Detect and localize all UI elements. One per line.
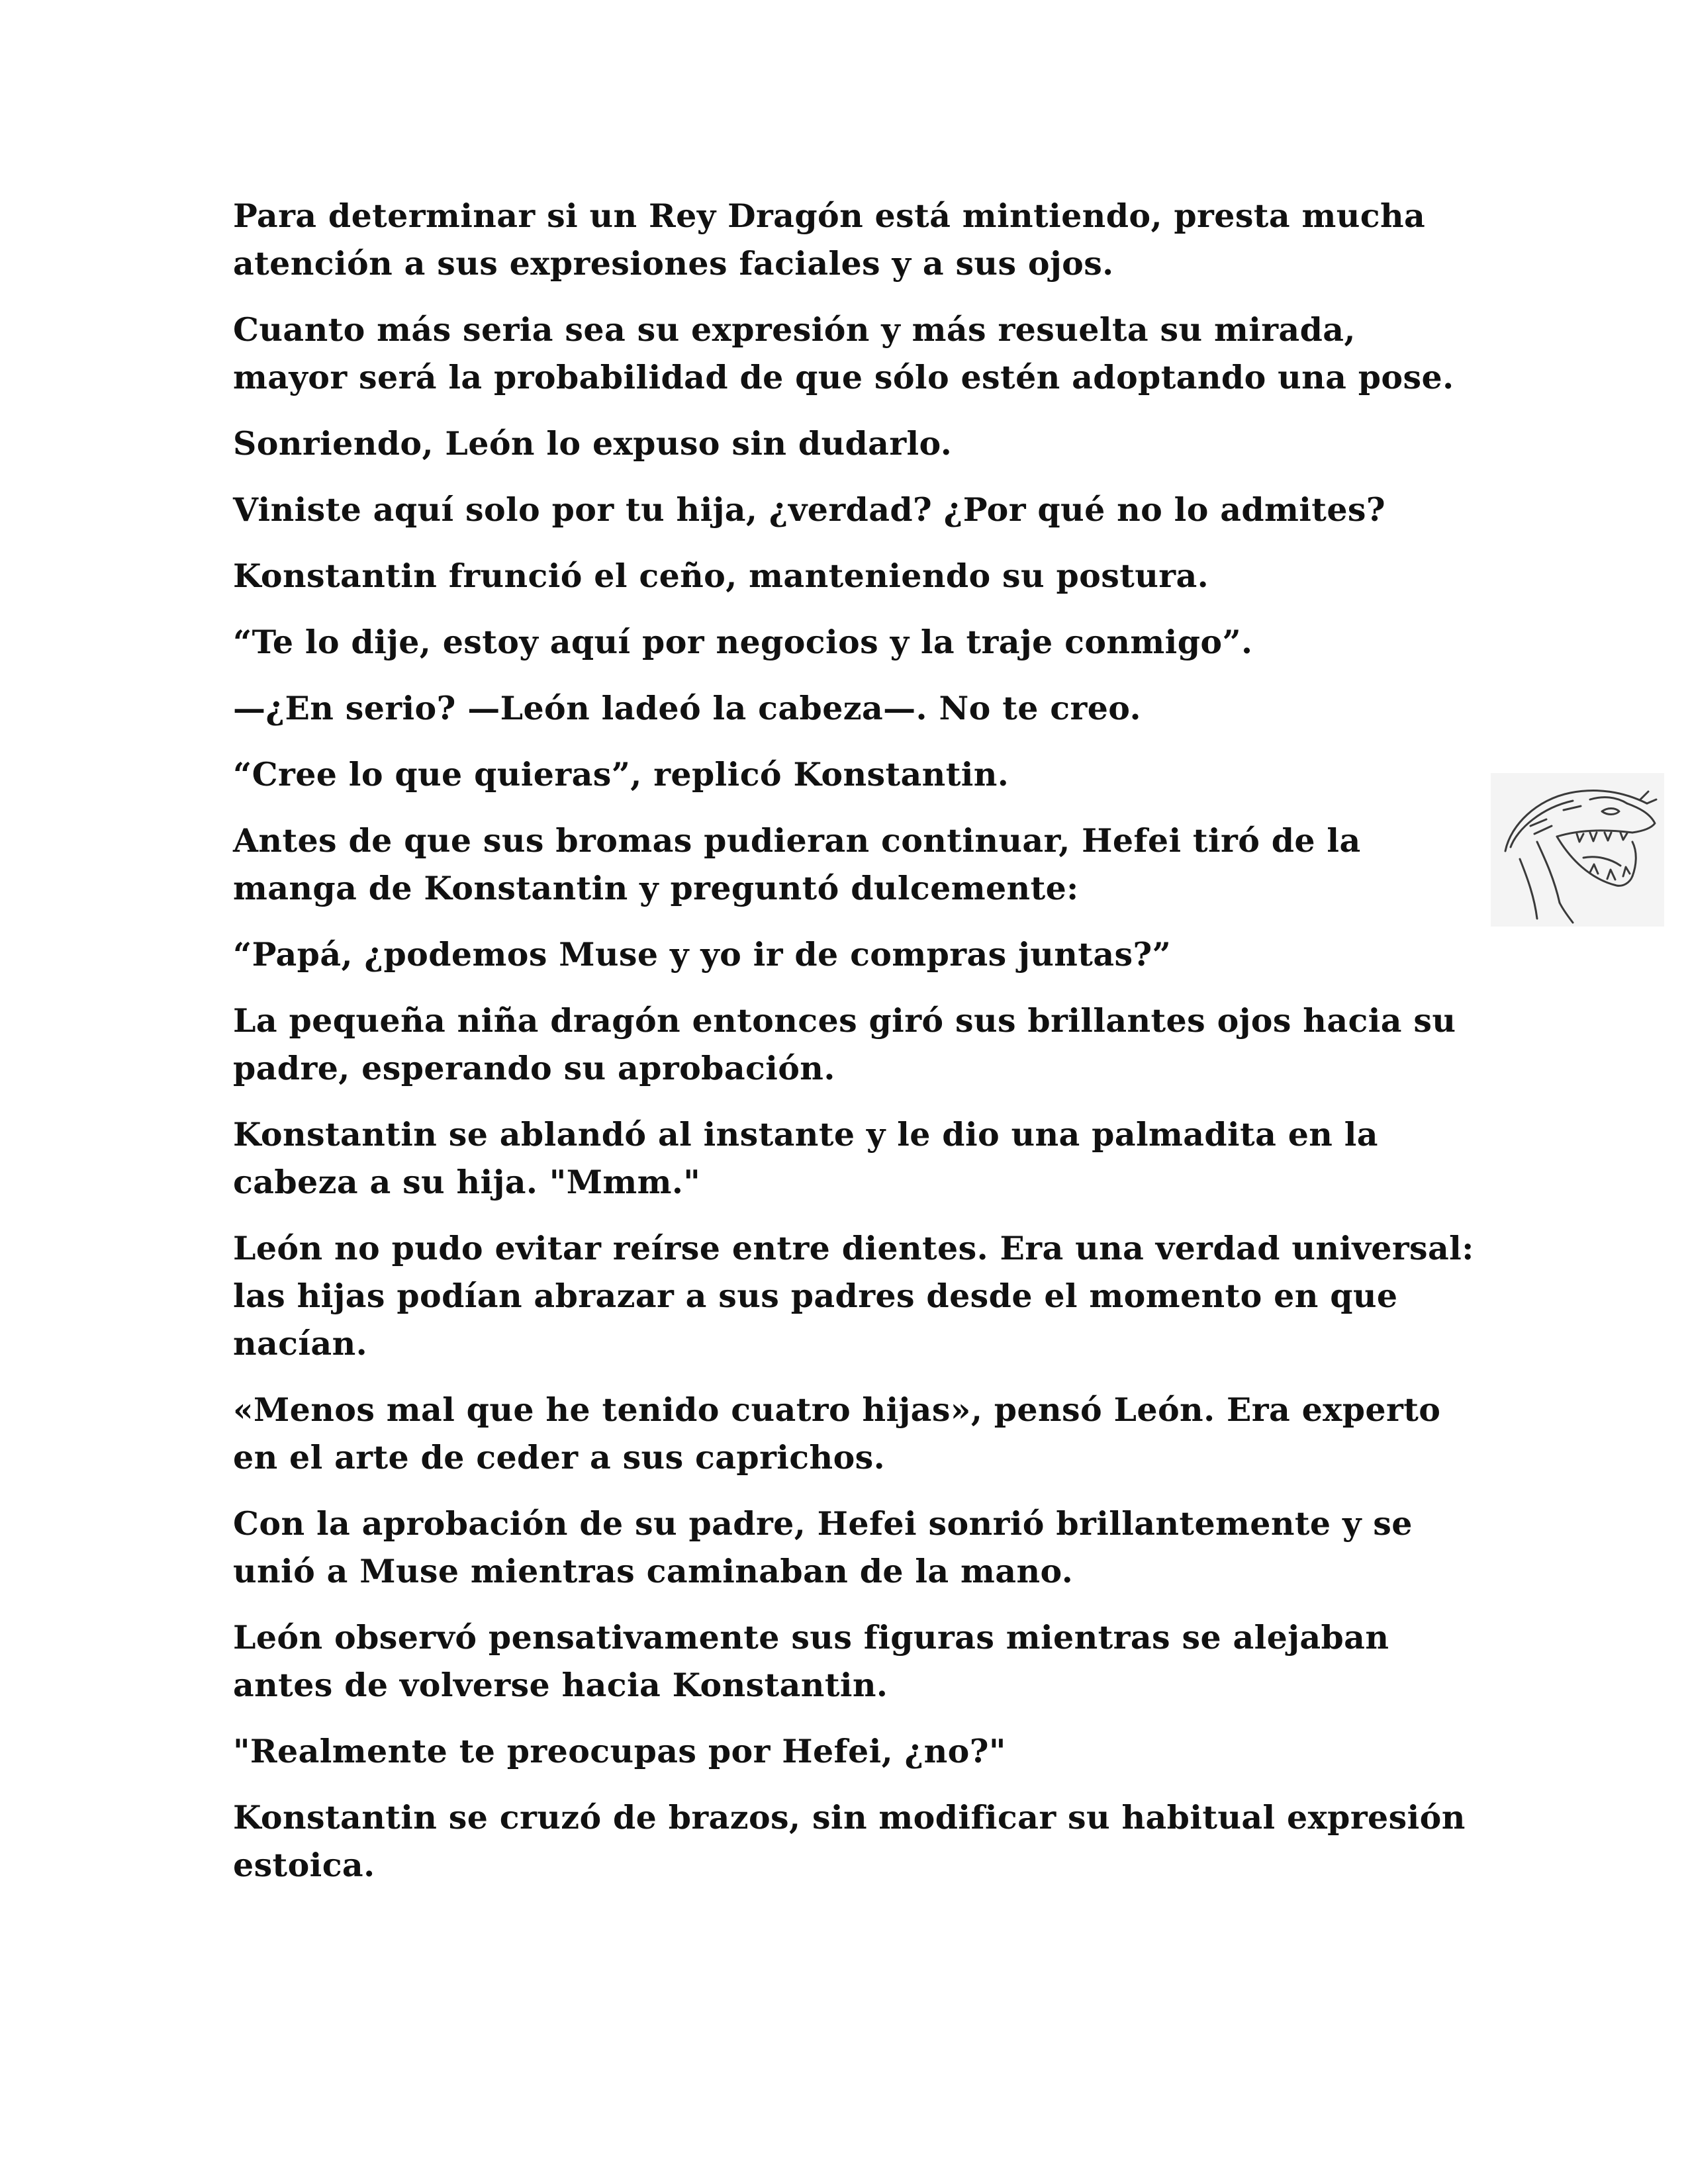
paragraph-16: León observó pensativamente sus figuras mientras se alejaban antes de volverse hacia Konstantin.: [233, 1618, 1389, 1704]
paragraph-1: Para determinar si un Rey Dragón está mintiendo, presta mucha atención a sus expresiones faciales y a sus ojos.: [233, 197, 1426, 283]
paragraph-3: Sonriendo, León lo expuso sin dudarlo.: [233, 424, 953, 463]
paragraph-9: Antes de que sus bromas pudieran continuar, Hefei tiró de la manga de Konstantin y preguntó dulcemente:: [233, 821, 1361, 907]
dragon-head-svg: [1491, 773, 1664, 927]
paragraph-18: Konstantin se cruzó de brazos, sin modificar su habitual expresión estoica.: [233, 1798, 1466, 1884]
paragraph-6: “Te lo dije, estoy aquí por negocios y la traje conmigo”.: [233, 623, 1253, 661]
paragraph-13: León no pudo evitar reírse entre dientes. Era una verdad universal: las hijas podían abrazar a sus padres desde el momento en que nacían.: [233, 1229, 1474, 1363]
paragraph-5: Konstantin frunció el ceño, manteniendo su postura.: [233, 557, 1209, 595]
paragraph-17: "Realmente te preocupas por Hefei, ¿no?": [233, 1732, 1006, 1770]
paragraph-10: “Papá, ¿podemos Muse y yo ir de compras juntas?”: [233, 935, 1172, 974]
paragraph-4: Viniste aquí solo por tu hija, ¿verdad? ¿Por qué no lo admites?: [233, 490, 1386, 529]
paragraph-2: Cuanto más seria sea su expresión y más resuelta su mirada, mayor será la probabilidad de que sólo estén adoptando una pose.: [233, 310, 1454, 396]
paragraph-11: La pequeña niña dragón entonces giró sus brillantes ojos hacia su padre, esperando su aprobación.: [233, 1001, 1456, 1087]
paragraph-12: Konstantin se ablandó al instante y le dio una palmadita en la cabeza a su hija. "Mmm.": [233, 1115, 1378, 1201]
dragon-head-sketch-icon: [1491, 773, 1664, 927]
paragraph-15: Con la aprobación de su padre, Hefei sonrió brillantemente y se unió a Muse mientras caminaban de la mano.: [233, 1504, 1413, 1590]
paragraph-14: «Menos mal que he tenido cuatro hijas», pensó León. Era experto en el arte de ceder a sus caprichos.: [233, 1390, 1441, 1477]
paragraph-7: —¿En serio? —León ladeó la cabeza—. No te creo.: [233, 689, 1141, 727]
paragraph-8: “Cree lo que quieras”, replicó Konstantin.: [233, 755, 1009, 794]
story-text: [233, 192, 1477, 1907]
